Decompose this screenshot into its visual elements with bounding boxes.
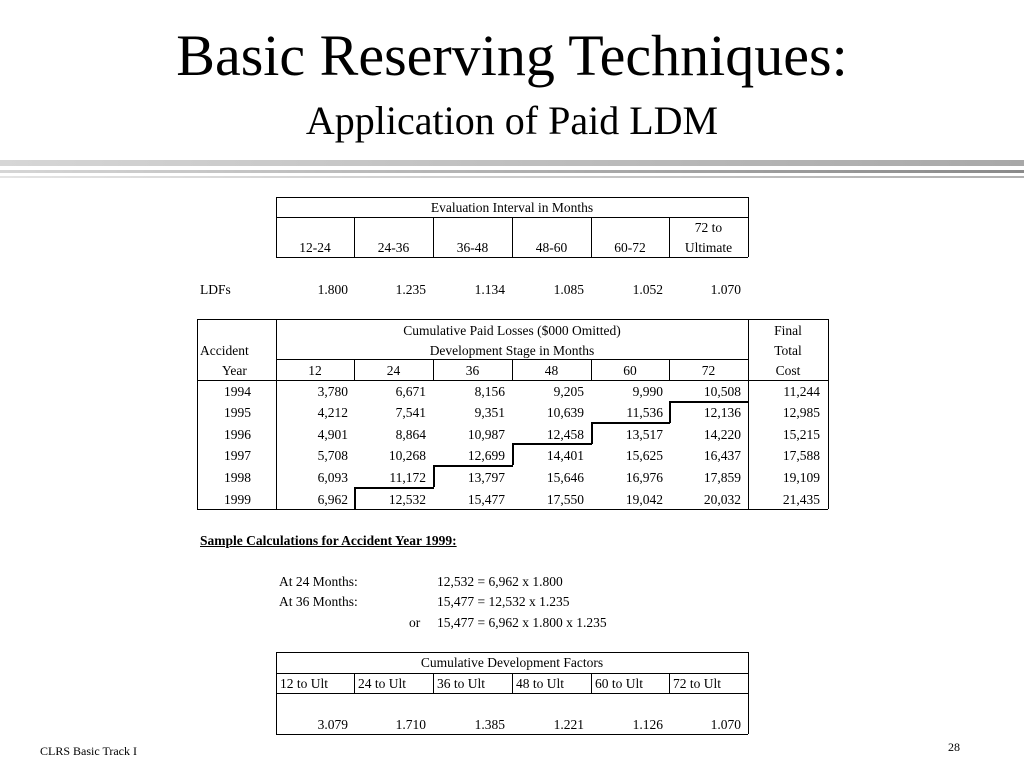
loss-cell: 15,625 xyxy=(625,448,663,463)
ldf-value: 1.052 xyxy=(632,282,663,297)
ldf-value: 1.235 xyxy=(395,282,426,297)
loss-cell: 6,671 xyxy=(395,384,426,399)
final-cost-cell: 12,985 xyxy=(782,405,820,420)
accident-year: 1995 xyxy=(224,405,251,420)
ldf-label: LDFs xyxy=(200,282,231,297)
cdf-value: 1.385 xyxy=(474,717,505,732)
accident-year: 1994 xyxy=(224,384,251,399)
loss-cell: 12,532 xyxy=(388,492,426,507)
sample-heading: Sample Calculations for Accident Year 1999: xyxy=(200,533,457,548)
cdf-column-header: 24 to Ult xyxy=(358,676,407,691)
calc-or: or xyxy=(409,615,421,630)
loss-cell: 10,639 xyxy=(546,405,584,420)
cdf-column-header: 72 to Ult xyxy=(673,676,722,691)
cdf-value: 1.070 xyxy=(710,717,741,732)
stage-header: 60 xyxy=(623,363,637,378)
accident-year: 1998 xyxy=(224,470,251,485)
final-cost-header-line2: Total xyxy=(774,343,802,358)
cdf-value: 1.710 xyxy=(395,717,426,732)
ldf-value: 1.085 xyxy=(553,282,584,297)
cdf-table-header: Cumulative Development Factors xyxy=(420,655,604,670)
eval-interval: 48-60 xyxy=(535,240,568,255)
stage-header: 48 xyxy=(544,363,559,378)
stage-header: 72 xyxy=(701,363,716,378)
loss-cell: 20,032 xyxy=(703,492,741,507)
loss-cell: 4,212 xyxy=(317,405,348,420)
cdf-value: 1.221 xyxy=(553,717,584,732)
accident-year-header-line1: Accident xyxy=(200,343,249,358)
calc-formula: 15,477 = 6,962 x 1.800 x 1.235 xyxy=(437,615,607,630)
loss-cell: 11,536 xyxy=(626,405,663,420)
loss-cell: 4,901 xyxy=(317,427,348,442)
eval-interval-last-line1: 72 to xyxy=(694,220,723,235)
final-cost-cell: 11,244 xyxy=(783,384,820,399)
loss-cell: 10,268 xyxy=(388,448,426,463)
loss-cell: 12,458 xyxy=(546,427,584,442)
stage-header: 24 xyxy=(386,363,401,378)
loss-cell: 15,477 xyxy=(467,492,505,507)
loss-cell: 5,708 xyxy=(317,448,348,463)
loss-cell: 3,780 xyxy=(317,384,348,399)
slide-title: Basic Reserving Techniques: xyxy=(176,23,848,88)
loss-cell: 14,220 xyxy=(703,427,741,442)
ldf-value: 1.800 xyxy=(317,282,348,297)
accident-year: 1996 xyxy=(224,427,251,442)
losses-table-header: Cumulative Paid Losses ($000 Omitted) xyxy=(403,323,621,338)
loss-cell: 15,646 xyxy=(546,470,584,485)
stage-header: 36 xyxy=(465,363,480,378)
final-cost-cell: 17,588 xyxy=(782,448,820,463)
loss-cell: 16,437 xyxy=(703,448,741,463)
cdf-column-header: 60 to Ult xyxy=(595,676,644,691)
cdf-value: 1.126 xyxy=(632,717,663,732)
loss-cell: 7,541 xyxy=(395,405,426,420)
cdf-value: 3.079 xyxy=(317,717,348,732)
accident-year: 1997 xyxy=(224,448,251,463)
loss-cell: 8,156 xyxy=(474,384,505,399)
development-stage-header: Development Stage in Months xyxy=(429,343,595,358)
loss-cell: 6,962 xyxy=(317,492,348,507)
loss-cell: 9,205 xyxy=(553,384,584,399)
accident-year-header-line2: Year xyxy=(222,363,247,378)
loss-cell: 17,550 xyxy=(546,492,584,507)
page-number: 28 xyxy=(948,740,960,754)
calc-label: At 36 Months: xyxy=(279,594,358,609)
final-cost-cell: 21,435 xyxy=(782,492,820,507)
final-cost-cell: 19,109 xyxy=(782,470,820,485)
ldf-value: 1.070 xyxy=(710,282,741,297)
calc-label: At 24 Months: xyxy=(279,574,358,589)
eval-interval: 36-48 xyxy=(456,240,489,255)
eval-interval-last-line2: Ultimate xyxy=(684,240,733,255)
loss-cell: 8,864 xyxy=(395,427,426,442)
stage-header: 12 xyxy=(308,363,322,378)
loss-cell: 13,797 xyxy=(467,470,505,485)
final-cost-header-line3: Cost xyxy=(775,363,801,378)
calc-formula: 15,477 = 12,532 x 1.235 xyxy=(437,594,570,609)
footer-text: CLRS Basic Track I xyxy=(40,744,138,758)
loss-cell: 17,859 xyxy=(703,470,741,485)
eval-interval: 12-24 xyxy=(299,240,331,255)
loss-cell: 13,517 xyxy=(625,427,663,442)
eval-interval: 60-72 xyxy=(614,240,646,255)
cdf-column-header: 48 to Ult xyxy=(516,676,565,691)
cdf-column-header: 12 to Ult xyxy=(280,676,329,691)
loss-cell: 6,093 xyxy=(317,470,348,485)
ldf-value: 1.134 xyxy=(474,282,505,297)
loss-cell: 11,172 xyxy=(389,470,426,485)
cdf-column-header: 36 to Ult xyxy=(437,676,486,691)
loss-cell: 9,351 xyxy=(474,405,505,420)
loss-cell: 9,990 xyxy=(632,384,663,399)
loss-cell: 14,401 xyxy=(546,448,584,463)
loss-cell: 10,508 xyxy=(703,384,741,399)
calc-formula: 12,532 = 6,962 x 1.800 xyxy=(437,574,563,589)
eval-table-header: Evaluation Interval in Months xyxy=(430,200,594,215)
loss-cell: 19,042 xyxy=(625,492,663,507)
accident-year: 1999 xyxy=(224,492,251,507)
loss-cell: 10,987 xyxy=(467,427,505,442)
final-cost-cell: 15,215 xyxy=(782,427,820,442)
final-cost-header-line1: Final xyxy=(774,323,802,338)
loss-cell: 16,976 xyxy=(625,470,663,485)
eval-interval: 24-36 xyxy=(377,240,410,255)
slide-subtitle: Application of Paid LDM xyxy=(305,98,719,143)
loss-cell: 12,699 xyxy=(467,448,505,463)
loss-cell: 12,136 xyxy=(703,405,741,420)
